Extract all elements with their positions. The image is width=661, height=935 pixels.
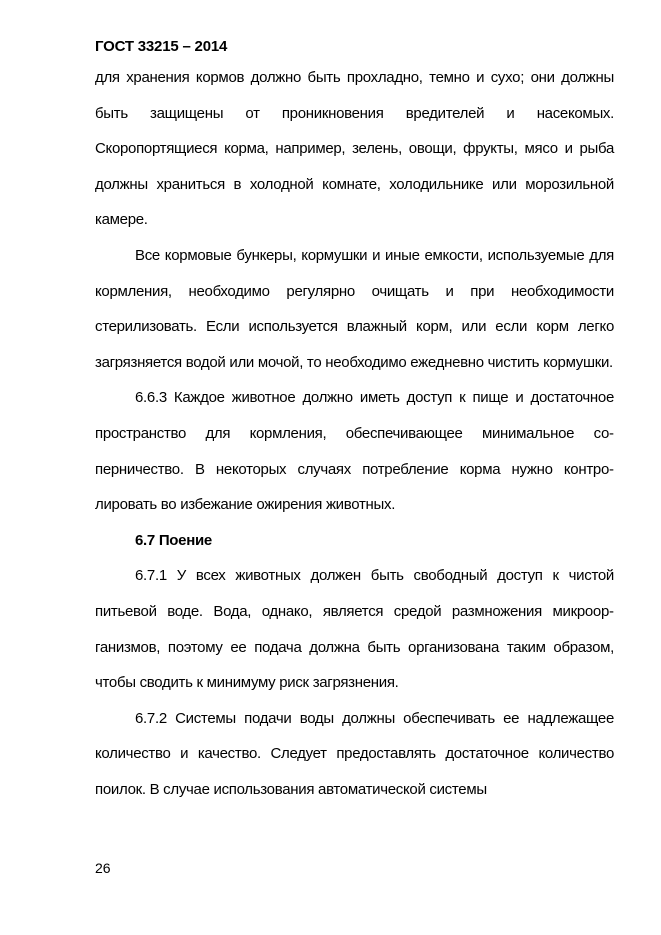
paragraph-6-6-3: 6.6.3 Каждое животное должно иметь доступ к пище и достаточное пространство для кормления, обеспечивающее минимальное соперничество. В некоторых случаях потребление корма нужно контролировать во избежание ожирения животных.	[95, 389, 614, 514]
document-body	[95, 60, 614, 807]
document-header: ГОСТ 33215 – 2014	[95, 38, 228, 55]
paragraph-continuation: для хранения кормов должно быть прохладно, темно и сухо; они должны быть защищены от проникновения вредителей и насекомых. Скоропортящиеся корма, например, зелень, овощи, фрукты, мясо и рыба должны храниться в холодной комнате, холодильнике или морозильной камере.	[95, 69, 614, 229]
page-number: 26	[95, 860, 111, 876]
paragraph-feeders: Все кормовые бункеры, кормушки и иные емкости, используемые для кормления, необходимо регулярно очищать и при необходимости стерилизовать. Если используется влажный корм, или если корм легко загрязняется водой или мочой, то необходимо ежедневно чистить кормушки.	[95, 246, 614, 371]
paragraph-6-7-2: 6.7.2 Системы подачи воды должны обеспечивать ее надлежащее количество и качество. Следует предоставлять достаточное количество поилок. В случае использования автоматической системы	[95, 709, 614, 798]
paragraph-6-7-1: 6.7.1 У всех животных должен быть свободный доступ к чистой питьевой воде. Вода, однако, является средой размножения микроорганизмов, поэтому ее подача должна быть организована таким образом, чтобы сводить к минимуму риск загрязнения.	[95, 567, 614, 692]
section-heading-6-7: 6.7 Поение	[135, 531, 212, 549]
